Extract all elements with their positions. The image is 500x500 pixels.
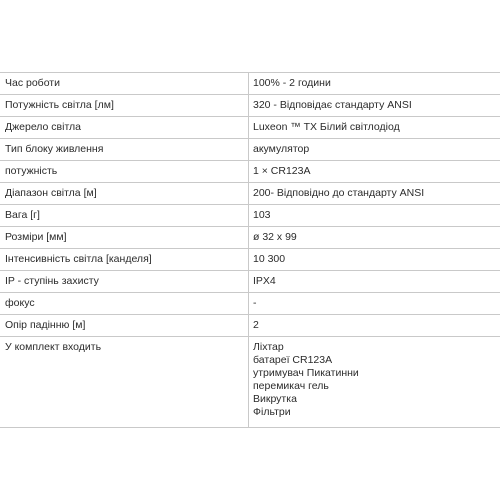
spec-label: Час роботи [0,73,249,95]
spec-value: - [249,293,500,315]
spec-value: 2 [249,315,500,337]
kit-item: перемикач гель [253,380,329,392]
kit-item: Викрутка [253,393,297,405]
spec-row-ip-rating [0,271,500,293]
spec-row-intensity [0,249,500,271]
spec-label: IP - ступінь захисту [0,271,249,293]
spec-value: 1 × CR123A [249,161,500,183]
spec-label: Тип блоку живлення [0,139,249,161]
spec-value: Luxeon ™ TX Білий світлодіод [249,117,500,139]
spec-value: 103 [249,205,500,227]
spec-value: акумулятор [249,139,500,161]
spec-label: Опір падінню [м] [0,315,249,337]
spec-label: Розміри [мм] [0,227,249,249]
spec-row-kit-contents [0,337,500,428]
spec-label: потужність [0,161,249,183]
spec-row-dimensions [0,227,500,249]
kit-item: Ліхтар [253,341,284,353]
spec-row-range [0,183,500,205]
spec-value: ø 32 x 99 [249,227,500,249]
kit-item: Фільтри [253,406,291,418]
spec-value: 10 300 [249,249,500,271]
spec-label: Інтенсивність світла [канделя] [0,249,249,271]
spec-row-power-type [0,139,500,161]
kit-contents-list [249,337,500,428]
spec-row-runtime [0,73,500,95]
spec-row-focus [0,293,500,315]
spec-label: фокус [0,293,249,315]
spec-label: Вага [г] [0,205,249,227]
spec-row-impact-resistance [0,315,500,337]
spec-row-power [0,161,500,183]
spec-value: 320 - Відповідає стандарту ANSI [249,95,500,117]
spec-label: У комплект входить [0,337,249,428]
spec-label: Діапазон світла [м] [0,183,249,205]
kit-item: батареї CR123A [253,354,333,366]
spec-value: IPX4 [249,271,500,293]
spec-row-weight [0,205,500,227]
spec-row-luminous-flux [0,95,500,117]
spec-table [0,72,500,428]
kit-item: утримувач Пикатинни [253,367,359,379]
spec-label: Потужність світла [лм] [0,95,249,117]
spec-row-light-source [0,117,500,139]
spec-value: 100% - 2 години [249,73,500,95]
spec-value: 200- Відповідно до стандарту ANSI [249,183,500,205]
spec-label: Джерело світла [0,117,249,139]
